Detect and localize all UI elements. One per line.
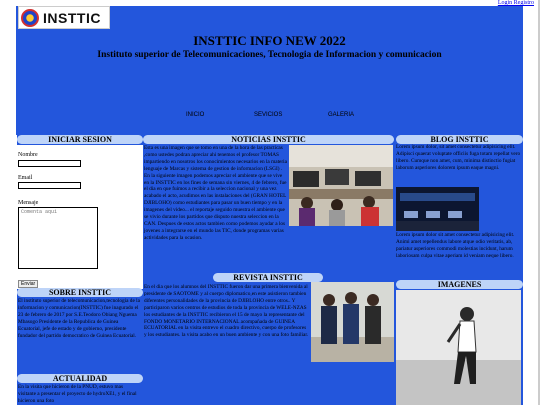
blog-text-2: Lorem ipsum dolor sit amet consectetur adipisicing elit. Animi amet repellendus labore atque odio veritatis, ab, pariatur asperiores commodi molestias incidunt, harum laboriosam culpa vitae aperiam id veniam neque libero.	[396, 232, 515, 259]
site-header	[16, 6, 523, 94]
mensaje-label: Mensaje	[18, 200, 39, 206]
noticias-classroom-photo	[289, 145, 393, 226]
revista-heading: REVISTA INSTTIC	[213, 273, 323, 282]
submit-button[interactable]: Enviar	[18, 280, 38, 288]
main-nav	[16, 94, 523, 135]
blog-heading: BLOG INSTTIC	[396, 135, 523, 144]
login-register-link[interactable]: Login Registro	[497, 0, 534, 6]
nav-item-servicios[interactable]: SEVICIOS	[254, 112, 283, 118]
revista-group-photo	[311, 282, 394, 362]
actualidad-text: En la visita que hicieron de la PNUD, estuvo mas visitante a presentar el proyecto de hydroXE1, y el final hicieron una foto	[18, 384, 137, 404]
email-input[interactable]	[18, 182, 81, 189]
logo-emblem-icon	[21, 9, 39, 27]
page-title: INSTTIC INFO NEW 2022	[193, 33, 346, 48]
noticias-text: Esta es una imagen que se tomo en una de la hora de las practicas ,como ustedes podran apreciar ahi tenemos el profesor TOMAS impartiendo en nosotros los conocimientos necesarios en la materia lenguaje de Marcas y sistema de gestion de informacion (LSGI) . En la siguiente imagen podemos apreciar el ambiente que se vive en la INSTTIC en los fines de semana sin viernes, 4 de febrero, fue el dia en que fuimos a recibir a la seleccion nacional y una vez acabado el acto, acudimos en las instalaciones del (GRAN HOTEL DJIBLOHO) como estudiantes para pasar un buen tiempo y en la imagenes del video... el reportaje seguido muestra el ambiente que se vivio durante los partidos que disputo nuestra seleccion en la CAN. Despues de estos actos tambien como podemos ayudar a los jovenes a integrarse en el mundo las TIC, donde programas varias actividades para la ocasion.	[144, 145, 287, 241]
imagenes-photo	[396, 290, 521, 405]
logo-text: INSTTIC	[43, 9, 101, 26]
nombre-label: Nombre	[18, 152, 38, 158]
actualidad-heading: ACTUALIDAD	[17, 374, 143, 383]
site-logo[interactable]	[18, 6, 110, 29]
imagenes-heading: IMAGENES	[396, 280, 523, 289]
middle-column	[143, 135, 394, 405]
nav-item-inicio[interactable]: INICIO	[186, 112, 205, 118]
right-column	[394, 135, 523, 405]
blog-image	[396, 187, 479, 231]
email-label: Email	[18, 175, 33, 181]
blog-text-1: Lorem ipsum dolor, sit amet consectetur adipisicing elit. Adipisci quaerat voluptate officiis fuga totam repellat vero libero. Cumque non amet, cum, minima distinctio fugiat laborum asperiores dolorem ipsum eaque magni.	[396, 144, 521, 171]
page-subtitle: Instituto superior de Telecomunicaciones, Tecnologia de Informacion y comunicacion	[97, 50, 442, 60]
revista-text: En el dia que los alumnos del INSTTIC fueron dar una primera bienvenida al presidente de SAOTOME y al cuerpo diplomatico,en este asistieron tambien diferentes personalidades de la provincia de DJIBLOHO entre otros.. Y participaron varios centros de estudios de toda la provincia de WELE-NZAS los estudiantes de la INSTTIC recibieron el 15 de mayo la representante del FONDO MONETARIO INTERNACIONAL acompañada de GUINEA ECUATORIAL en la visita entrevo el cuadro directivo, cuerpo de profesores y los estudiantes. la visita acabo en un buen ambiente y con una foto familiar.	[144, 284, 309, 339]
login-form	[17, 145, 143, 289]
sobre-text: El instituto superior de telecomunicacion,tecnologia de la informacion y comunicacion(INSTTIC) fue inagurado el 23 de febrero de 2017 por S.E.Teodoro Obiang Nguema Mbasogo Presidente de la Republica de Guinea Ecuatorial, jefe de estado y de gobierno, presidente fundador del partido democratico de Guinea Ecuatorial.	[18, 298, 140, 339]
mensaje-textarea[interactable]: Comenta aqui	[18, 207, 98, 269]
left-column	[17, 135, 143, 405]
sobre-heading: SOBRE INSTTIC	[17, 288, 143, 297]
login-heading: INICIAR SESION	[17, 135, 143, 144]
noticias-heading: NOTICIAS INSTTIC	[143, 135, 394, 144]
nombre-input[interactable]	[18, 160, 81, 167]
nav-item-galeria[interactable]: GALERIA	[328, 112, 355, 118]
